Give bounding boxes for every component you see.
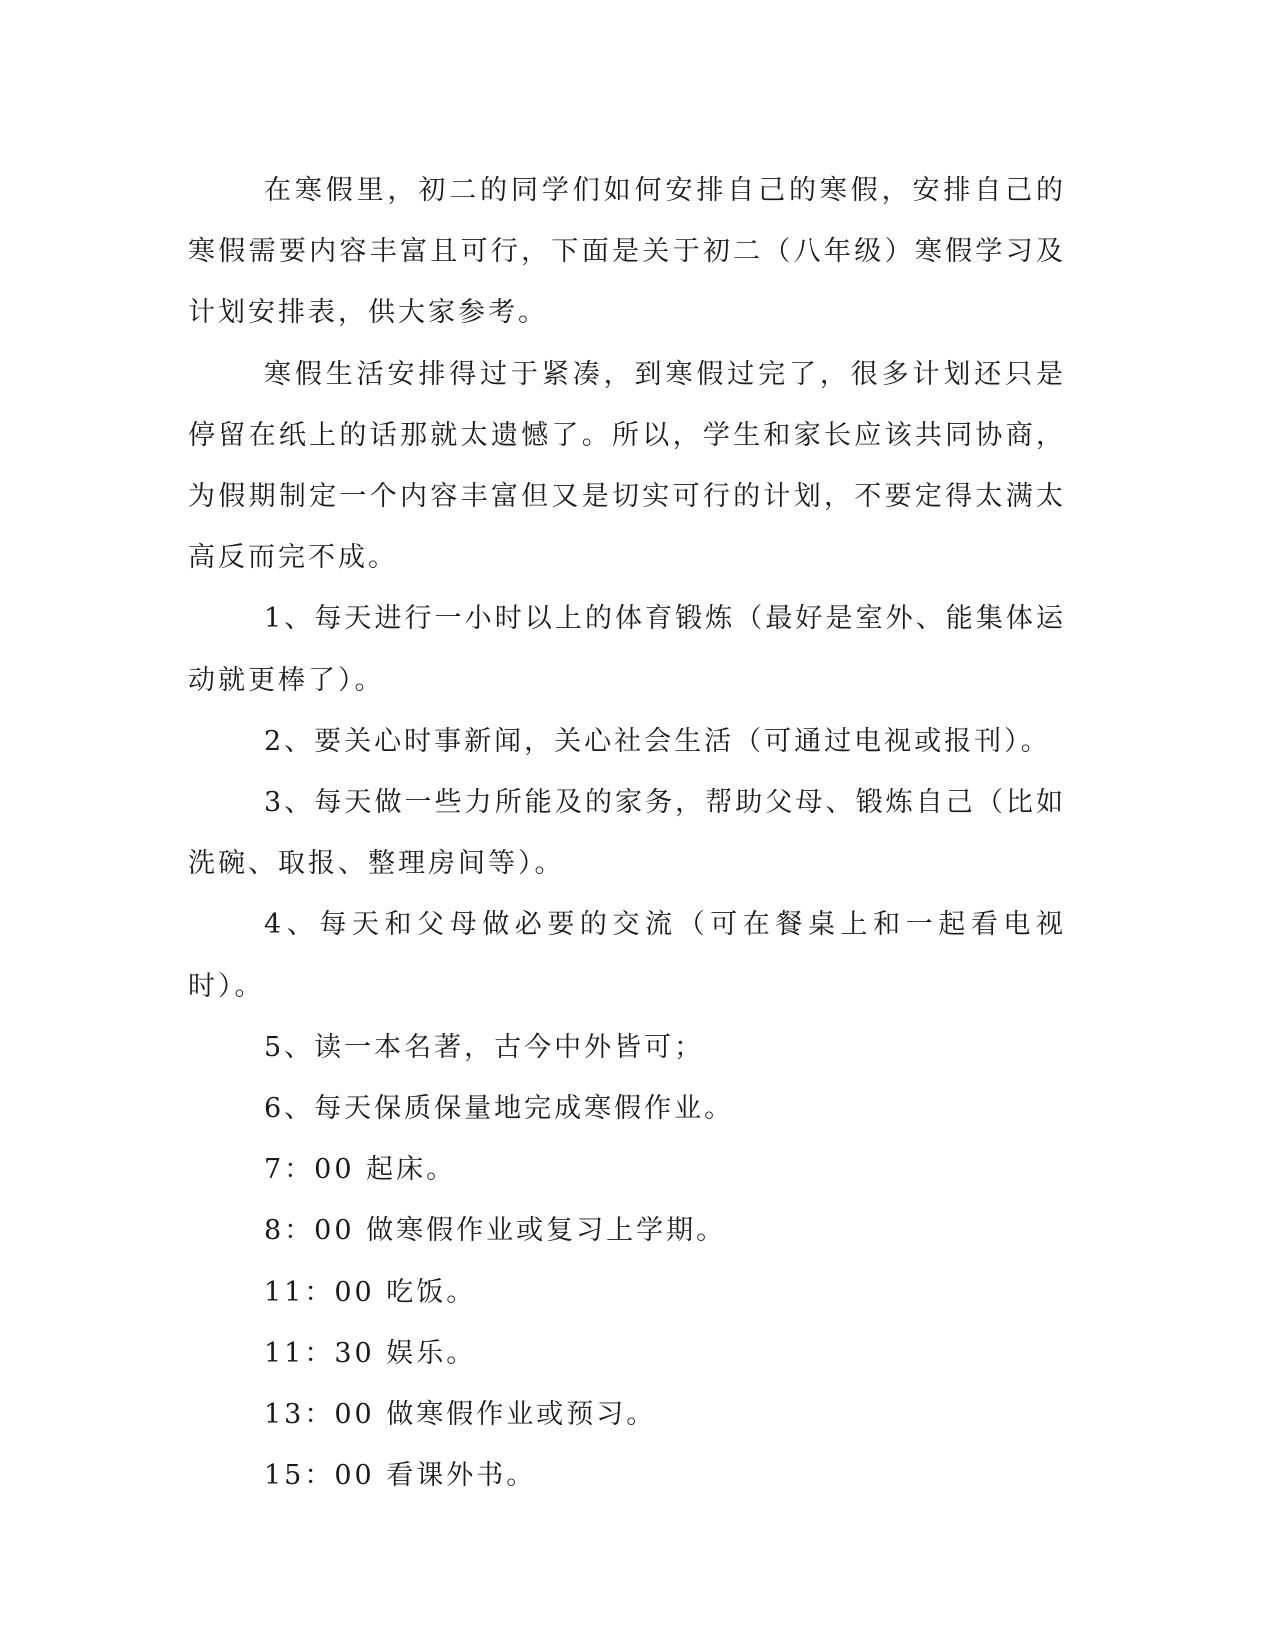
schedule-entry-lunch: 11：00 吃饭。 [264, 1276, 477, 1308]
schedule-entry-homework-morning: 8：00 做寒假作业或复习上学期。 [264, 1215, 727, 1247]
document-body [188, 160, 1066, 1506]
plan-item-6: 6、每天保质保量地完成寒假作业。 [264, 1093, 735, 1125]
plan-item-5: 5、读一本名著，古今中外皆可； [264, 1031, 705, 1063]
schedule-entry-homework-afternoon: 13：00 做寒假作业或预习。 [264, 1399, 657, 1431]
intro-paragraph: 在寒假里，初二的同学们如何安排自己的寒假，安排自己的寒假需要内容丰富且可行，下面是关于初二（八年级）寒假学习及计划安排表，供大家参考。 [188, 175, 1066, 329]
plan-item-3: 3、每天做一些力所能及的家务，帮助父母、锻炼自己（比如洗碗、取报、整理房间等）。 [188, 787, 1066, 880]
plan-item-2: 2、要关心时事新闻，关心社会生活（可通过电视或报刊）。 [264, 725, 1051, 757]
schedule-entry-wake: 7：00 起床。 [264, 1154, 457, 1186]
schedule-entry-reading: 15：00 看课外书。 [264, 1460, 537, 1492]
plan-item-4: 4、每天和父母做必要的交流（可在餐桌上和一起看电视时）。 [188, 909, 1066, 1002]
schedule-entry-leisure: 11：30 娱乐。 [264, 1337, 477, 1369]
plan-item-1: 1、每天进行一小时以上的体育锻炼（最好是室外、能集体运动就更棒了）。 [188, 603, 1066, 696]
advice-paragraph: 寒假生活安排得过于紧凑，到寒假过完了，很多计划还只是停留在纸上的话那就太遗憾了。所以，学生和家长应该共同协商，为假期制定一个内容丰富但又是切实可行的计划，不要定得太满太高反而完不成。 [188, 358, 1066, 574]
